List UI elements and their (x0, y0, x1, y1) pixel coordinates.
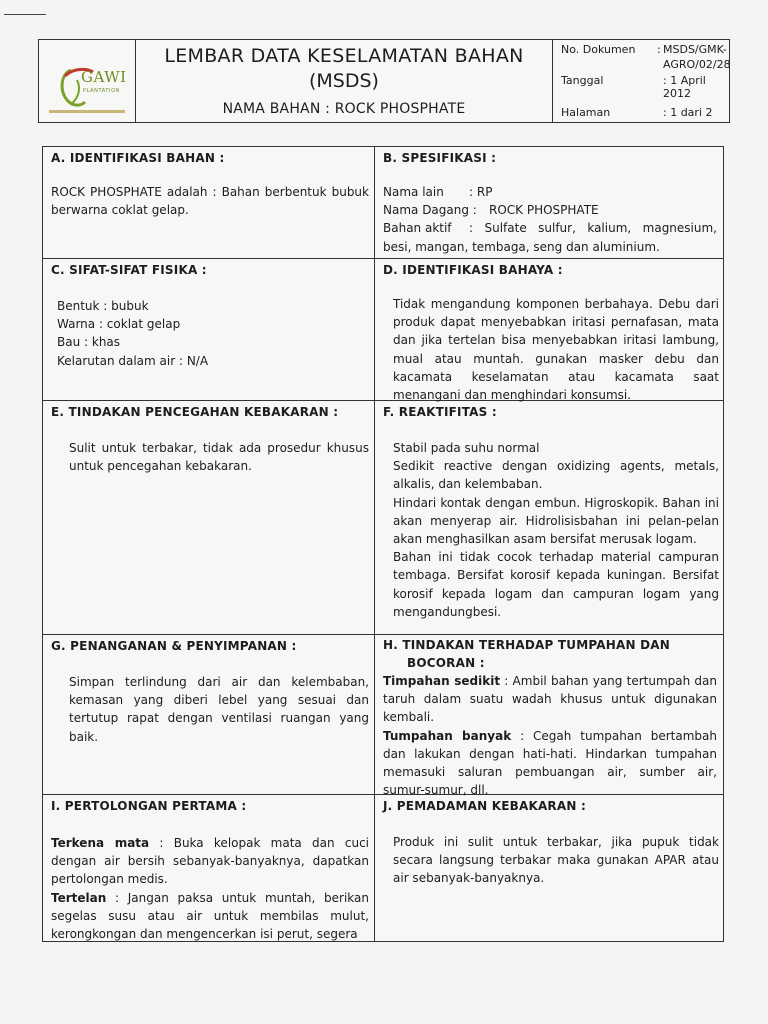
section-g-title: G. PENANGANAN & PENYIMPANAN : (51, 639, 297, 653)
large-spill-text: : Cegah tumpahan bertambah dan lakukan dengan hati-hati. Hindarkan tumpahan memasuki saluran pembuangan air, sumber air, sumur-sumur, dll. (383, 728, 717, 798)
property-solubility: Kelarutan dalam air : N/A (57, 353, 209, 368)
small-spill-text: : Ambil bahan yang tertumpah dan taruh dalam suatu wadah khusus untuk digunakan kembali. (383, 674, 718, 725)
eye-contact-label: Terkena mata (51, 836, 150, 850)
section-g-text: Simpan terlindung dari air dan kelembaban, kemasan yang diberi lebel yang sesuai dan tertutup rapat dengan ventilasi ruangan yang baik. (69, 675, 369, 744)
date-label: Tanggal (561, 74, 604, 87)
doc-number-value-1: MSDS/GMK- (663, 43, 727, 56)
reactivity-corrosion: Bahan ini tidak cocok terhadap material campuran tembaga. Bersifat korosif kepada kuningan. Bersifat korosif kepada logam dan campuran logam yang mengandungbesi. (393, 550, 719, 619)
ingestion-label: Tertelan (51, 890, 107, 905)
scan-corner-mark (4, 14, 46, 15)
title-block (136, 40, 553, 122)
page-label: Halaman (561, 106, 611, 119)
section-h-title-cont: BOCORAN : (407, 656, 485, 670)
property-form: Bentuk : bubuk (57, 299, 149, 313)
reactivity-stability: Stabil pada suhu normal (393, 441, 540, 455)
document-header (38, 39, 730, 123)
date-value: : 1 April 2012 (663, 74, 706, 100)
spec-active-value: : Sulfate sulfur, kalium, magnesium, besi, mangan, tembaga, seng dan aluminium. (383, 221, 717, 254)
section-c-title: C. SIFAT-SIFAT FISIKA : (51, 263, 207, 277)
document-title-abbr: (MSDS) (309, 70, 379, 92)
logo-name: GAWI (81, 68, 127, 86)
spec-alt-name-value: : RP (469, 185, 493, 199)
spec-trade-name-label: Nama Dagang : (383, 203, 477, 218)
section-i-title: I. PERTOLONGAN PERTAMA : (51, 799, 247, 813)
section-i-text (51, 834, 369, 943)
large-spill-label: Tumpahan banyak (383, 728, 512, 743)
row-divider (43, 634, 723, 635)
page-value: : 1 dari 2 (663, 106, 713, 119)
spec-trade-name-value: ROCK PHOSPHATE (489, 203, 599, 218)
section-h-title: H. TINDAKAN TERHADAP TUMPAHAN DAN (383, 638, 670, 652)
logo-underline (49, 110, 125, 113)
spec-alt-name-label: Nama lain (383, 185, 444, 199)
doc-number-label: No. Dokumen (561, 43, 636, 56)
section-c-properties (57, 297, 357, 370)
section-h-text (383, 672, 717, 799)
material-name: NAMA BAHAN : ROCK PHOSPHATE (222, 101, 466, 117)
section-f-title: F. REAKTIFITAS : (383, 405, 497, 419)
doc-number-colon: : (657, 43, 661, 56)
msds-table (42, 146, 724, 942)
small-spill-label: Timpahan sedikit (383, 674, 501, 688)
section-a-text: ROCK PHOSPHATE adalah : Bahan berbentuk bubuk berwarna coklat gelap. (51, 185, 369, 218)
company-logo (39, 40, 136, 122)
section-b-title: B. SPESIFIKASI : (383, 151, 497, 165)
document-title: LEMBAR DATA KESELAMATAN BAHAN (164, 45, 524, 67)
doc-number-value-2: AGRO/02/28 (663, 58, 731, 71)
section-b-specs (383, 183, 717, 256)
section-f-text (393, 439, 719, 621)
column-divider (374, 147, 375, 941)
section-j-title: J. PEMADAMAN KEBAKARAN : (383, 799, 586, 813)
section-e-text: Sulit untuk terbakar, tidak ada prosedur khusus untuk pencegahan kebakaran. (69, 441, 369, 474)
section-d-text: Tidak mengandung komponen berbahaya. Debu dari produk dapat menyebabkan iritasi pernafasan, mata dan jika tertelan bisa menyebabkan iritasi lambung, mual atau muntah. gunakan masker debu dan kacamata keselamatan atau kacamata saat menangani dan menghindari konsumsi. (393, 297, 719, 403)
section-e-title: E. TINDAKAN PENCEGAHAN KEBAKARAN : (51, 405, 339, 419)
spec-active-label: Bahan aktif (383, 221, 452, 236)
logo-subtitle: PLANTATION (83, 88, 120, 94)
document-meta (553, 40, 729, 122)
property-color: Warna : coklat gelap (57, 317, 181, 332)
eye-contact-text: : Buka kelopak mata dan cuci dengan air bersih sebanyak-banyaknya, dapatkan pertolongan medis. (51, 836, 370, 887)
ingestion-text: : Jangan paksa untuk muntah, berikan segelas susu atau air untuk membilas mulut, kerongkongan dan mengencerkan isi perut, segera (51, 890, 369, 942)
section-a-title: A. IDENTIFIKASI BAHAN : (51, 151, 225, 165)
row-divider (43, 258, 723, 259)
reactivity-agents: Sedikit reactive dengan oxidizing agents, metals, alkalis, dan kelembaban. (393, 459, 719, 492)
section-j-text: Produk ini sulit untuk terbakar, jika pupuk tidak secara langsung terbakar maka gunakan APAR atau air sebanyak-banyaknya. (393, 835, 719, 886)
reactivity-moisture: Hindari kontak dengan embun. Higroskopik. Bahan ini akan menyerap air. Hidrolisisbahan ini pelan-pelan akan menghasilkan asam bersifat merusak logam. (393, 495, 719, 547)
section-d-title: D. IDENTIFIKASI BAHAYA : (383, 263, 563, 277)
property-odor: Bau : khas (57, 335, 121, 350)
